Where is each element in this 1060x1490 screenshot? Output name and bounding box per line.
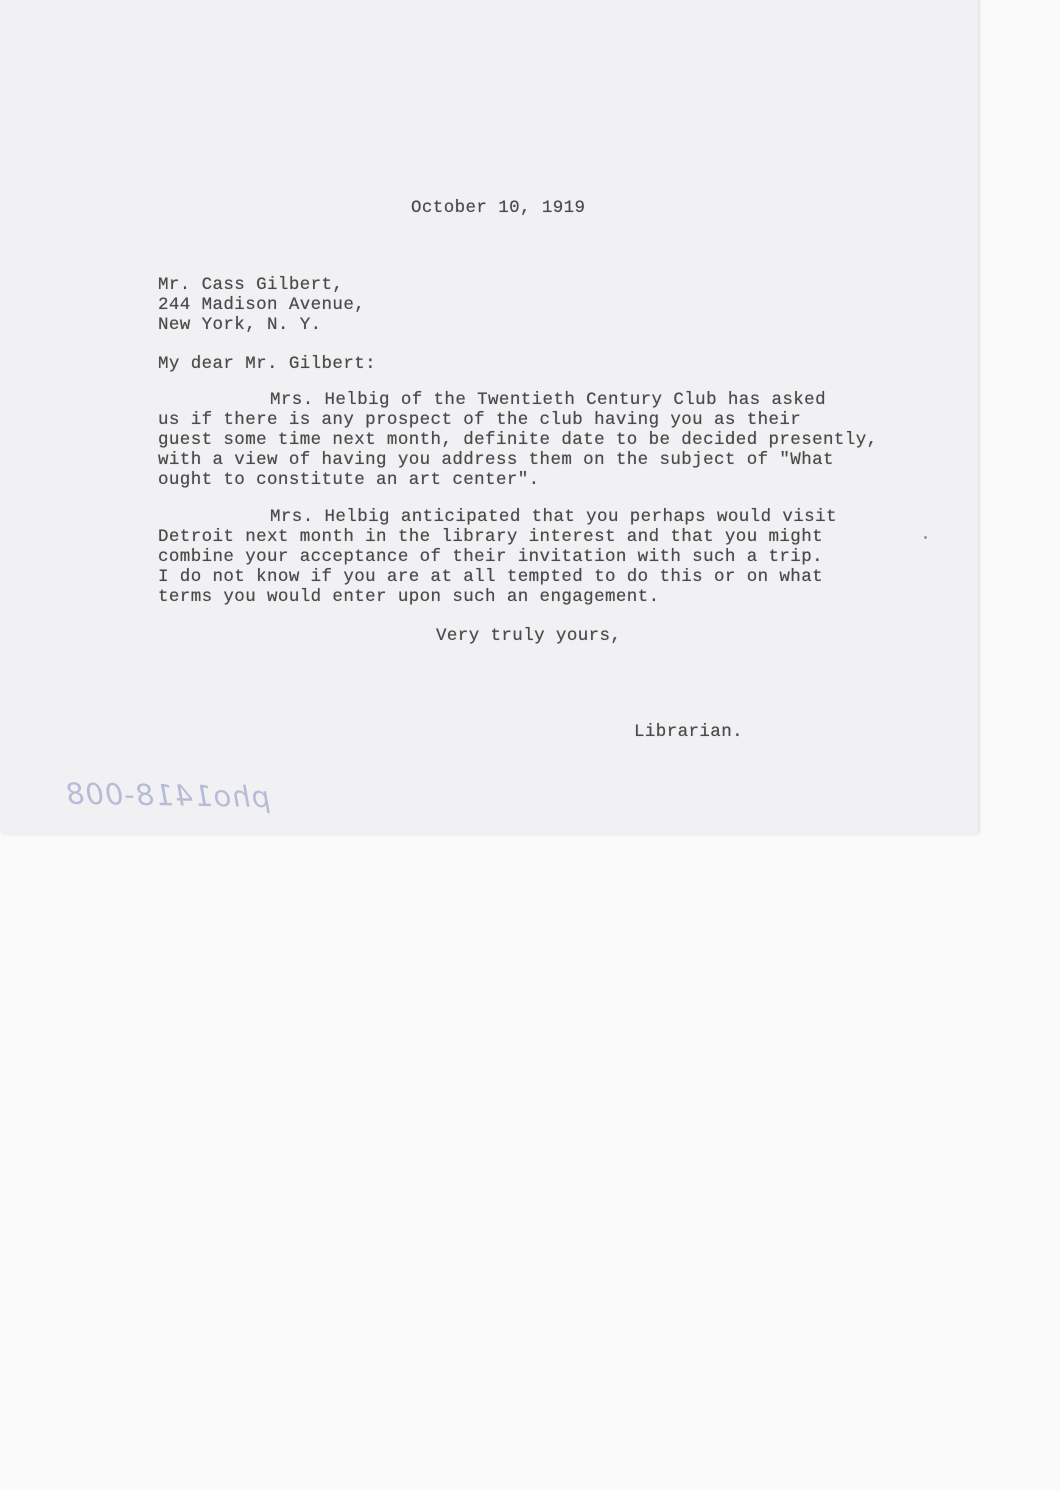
paragraph1-line: with a view of having you address them on the subject of "What xyxy=(158,450,834,470)
paragraph1-line: ought to constitute an art center". xyxy=(158,470,540,490)
salutation: My dear Mr. Gilbert: xyxy=(158,354,377,374)
address-line-name: Mr. Cass Gilbert, xyxy=(158,275,344,295)
signature: Librarian. xyxy=(634,722,744,742)
paragraph2-line: terms you would enter upon such an engagement. xyxy=(158,587,660,607)
paragraph2-line: I do not know if you are at all tempted to do this or on what xyxy=(158,567,824,587)
paragraph2-line: Mrs. Helbig anticipated that you perhaps would visit xyxy=(270,507,837,527)
paragraph1-line: us if there is any prospect of the club having you as their xyxy=(158,410,802,430)
letter-date: October 10, 1919 xyxy=(411,198,586,218)
paragraph1-line: guest some time next month, definite date to be decided presently, xyxy=(158,430,878,450)
paragraph1-line: Mrs. Helbig of the Twentieth Century Club has asked xyxy=(270,390,826,410)
address-line-street: 244 Madison Avenue, xyxy=(158,295,366,315)
paragraph2-line: Detroit next month in the library interest and that you might xyxy=(158,527,824,547)
address-line-city: New York, N. Y. xyxy=(158,315,322,335)
paragraph2-line: combine your acceptance of their invitation with such a trip. xyxy=(158,547,824,567)
archive-mark: pho1418-008 xyxy=(64,776,271,815)
paper-speck xyxy=(924,536,927,539)
closing: Very truly yours, xyxy=(436,626,622,646)
